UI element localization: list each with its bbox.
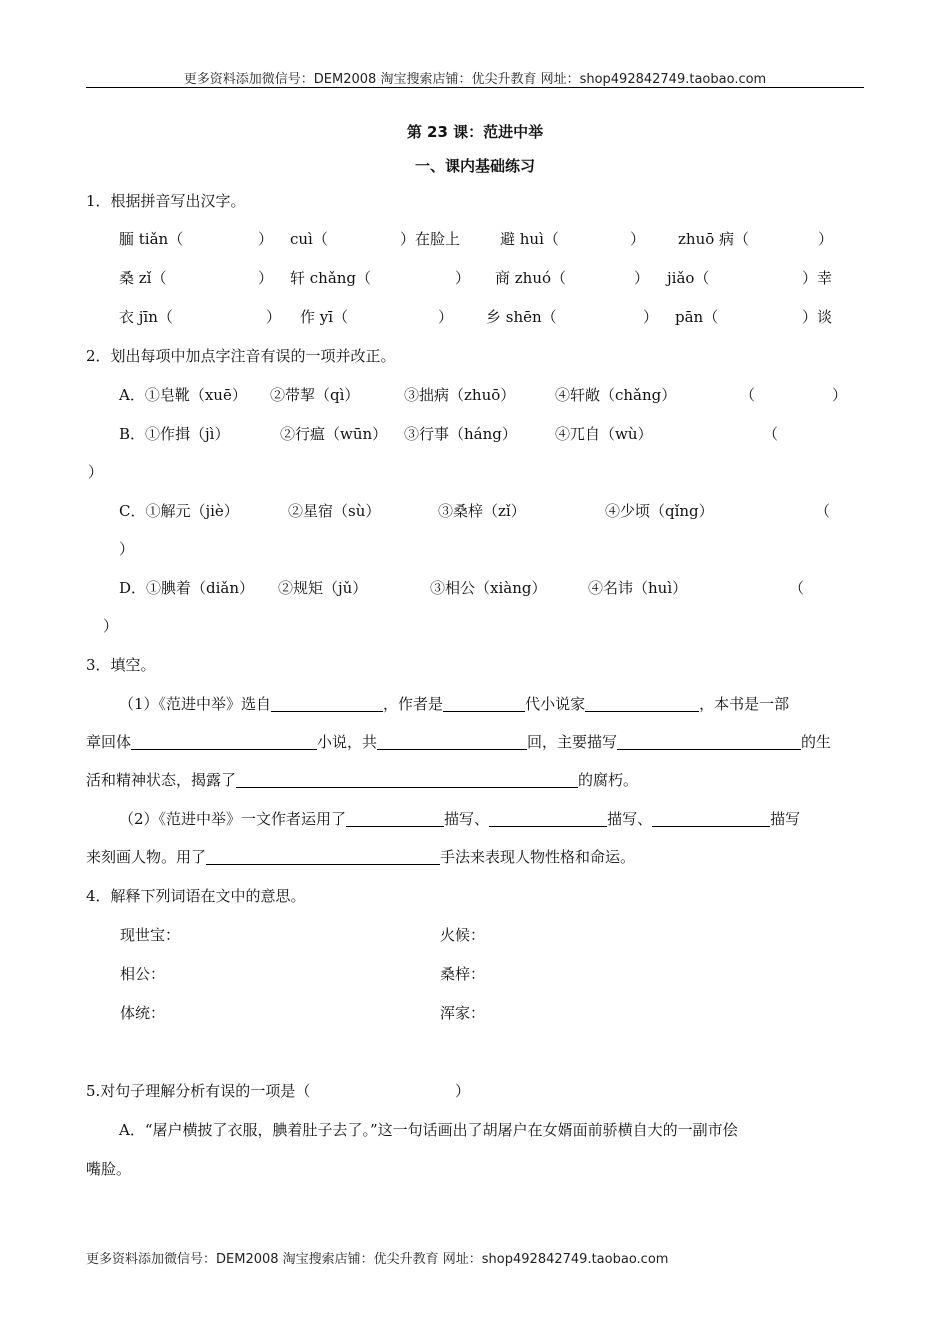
q3-text: 回，主要描写 <box>527 733 618 751</box>
q3-text: ，本书是一部 <box>699 695 790 713</box>
q2-option-c: ） <box>119 540 135 558</box>
q2-option-b: B．①作揖（jì） <box>119 425 230 443</box>
q2-option-a: ②带挈（qì） <box>270 386 360 404</box>
q2-option-b: ） <box>88 463 104 481</box>
q3-text: 描写 <box>770 810 801 828</box>
q3-text: 来刻画人物。用了 <box>86 848 207 866</box>
q2-option-a: ④轩敞（chǎng） <box>555 386 677 404</box>
q5-option-a-cont: 嘴脸。 <box>86 1160 132 1178</box>
q4-term: 浑家： <box>440 1004 486 1022</box>
q3-text: 描写、 <box>444 810 490 828</box>
q3-text: 的生 <box>801 733 832 751</box>
q3-blank[interactable] <box>489 810 607 827</box>
q3-line <box>119 693 789 714</box>
q3-blank[interactable] <box>377 733 527 750</box>
q3-text: ，作者是 <box>383 695 444 713</box>
q3-prompt: 3．填空。 <box>86 656 156 674</box>
q3-blank[interactable] <box>206 848 440 865</box>
q3-blank[interactable] <box>346 810 444 827</box>
q3-line <box>86 769 638 790</box>
lesson-title: 第 23 课：范进中举 <box>406 123 544 141</box>
q1-item: ） <box>266 308 282 326</box>
q3-text: 章回体 <box>86 733 132 751</box>
q3-text: 活和精神状态，揭露了 <box>86 771 237 789</box>
q3-text: 小说，共 <box>317 733 378 751</box>
q1-item: cuì（ <box>290 230 328 248</box>
q5-prompt: 5.对句子理解分析有误的一项是（ <box>86 1082 311 1100</box>
q3-line <box>86 846 635 867</box>
q2-option-b: ④兀自（wù） <box>555 425 653 443</box>
q1-item: 轩 chǎng（ <box>290 269 372 287</box>
q1-item: ） <box>643 308 659 326</box>
q2-option-d: ③相公（xiàng） <box>430 579 547 597</box>
q1-item: zhuō 病（ <box>678 230 750 248</box>
q3-blank[interactable] <box>131 733 317 750</box>
q5-option-a: A．“屠户横披了衣服，腆着肚子去了。”这一句话画出了胡屠户在女婿面前骄横自大的一副市侩 <box>119 1121 738 1139</box>
q3-blank[interactable] <box>652 810 770 827</box>
q3-text: 手法来表现人物性格和命运。 <box>440 848 636 866</box>
q4-prompt: 4．解释下列词语在文中的意思。 <box>86 887 306 905</box>
q1-item: 腼 tiǎn（ <box>119 230 184 248</box>
q1-item: 桑 zǐ（ <box>119 269 167 287</box>
q2-option-b: （ <box>763 425 779 443</box>
q1-item: ） <box>630 230 646 248</box>
q1-item: 作 yī（ <box>300 308 349 326</box>
q5-prompt-end: ） <box>455 1082 471 1100</box>
q2-option-d: D．①腆着（diǎn） <box>119 579 255 597</box>
q2-option-b: ③行事（háng） <box>404 425 517 443</box>
q1-item: ） <box>634 269 650 287</box>
q1-item: 乡 shēn（ <box>486 308 557 326</box>
q1-item: pān（ <box>675 308 719 326</box>
q4-term: 桑梓： <box>440 965 486 983</box>
q1-item: 商 zhuó（ <box>495 269 567 287</box>
q2-option-c: （ <box>815 502 831 520</box>
q2-option-c: C．①解元（jiè） <box>119 502 239 520</box>
q1-item: ）幸 <box>802 269 833 287</box>
q2-option-d: ④名讳（huì） <box>588 579 688 597</box>
q2-option-a: ） <box>832 386 848 404</box>
q2-option-d: ②规矩（jǔ） <box>278 579 368 597</box>
q3-blank[interactable] <box>443 695 525 712</box>
q1-item: 衣 jīn（ <box>119 308 173 326</box>
q3-text: 的腐朽。 <box>578 771 639 789</box>
q2-option-a: ③拙病（zhuō） <box>404 386 516 404</box>
q1-item: ） <box>818 230 834 248</box>
q2-option-c: ④少顷（qǐng） <box>605 502 714 520</box>
q3-blank[interactable] <box>585 695 699 712</box>
q3-blank[interactable] <box>271 695 383 712</box>
q3-blank[interactable] <box>617 733 801 750</box>
q1-item: ） <box>438 308 454 326</box>
q2-option-a: A．①皂靴（xuē） <box>119 386 247 404</box>
q2-option-b: ②行瘟（wūn） <box>280 425 388 443</box>
q2-option-a: （ <box>740 386 756 404</box>
header-rule <box>86 87 864 88</box>
q4-term: 体统： <box>120 1004 166 1022</box>
q1-item: 避 huì（ <box>500 230 559 248</box>
q2-option-d: ） <box>103 617 119 635</box>
q3-text: （2）《范进中举》一文作者运用了 <box>119 810 347 828</box>
q3-text: 描写、 <box>607 810 653 828</box>
q4-term: 相公： <box>120 965 166 983</box>
q1-item: jiǎo（ <box>667 269 710 287</box>
q1-item: ） <box>258 230 274 248</box>
section-title: 一、课内基础练习 <box>414 157 535 175</box>
q3-text: （1）《范进中举》选自 <box>119 695 272 713</box>
q1-item: ） <box>258 269 274 287</box>
q3-line <box>119 808 800 829</box>
q4-term: 现世宝： <box>120 926 181 944</box>
q1-item: ）谈 <box>802 308 833 326</box>
page-header: 更多资料添加微信号：DEM2008 淘宝搜索店铺：优尖升教育 网址：shop492842749.taobao.com <box>183 72 767 87</box>
q2-option-c: ②星宿（sù） <box>288 502 381 520</box>
q3-text: 代小说家 <box>525 695 586 713</box>
q1-prompt: 1．根据拼音写出汉字。 <box>86 192 246 210</box>
q1-item: ）在脸上 <box>400 230 461 248</box>
q3-blank[interactable] <box>236 771 578 788</box>
q2-option-c: ③桑梓（zǐ） <box>438 502 526 520</box>
q2-option-d: （ <box>789 579 805 597</box>
q2-prompt: 2．划出每项中加点字注音有误的一项并改正。 <box>86 347 396 365</box>
q1-item: ） <box>455 269 471 287</box>
q3-line <box>86 731 831 752</box>
page-footer: 更多资料添加微信号：DEM2008 淘宝搜索店铺：优尖升教育 网址：shop492842749.taobao.com <box>86 1252 669 1267</box>
q4-term: 火候： <box>440 926 486 944</box>
